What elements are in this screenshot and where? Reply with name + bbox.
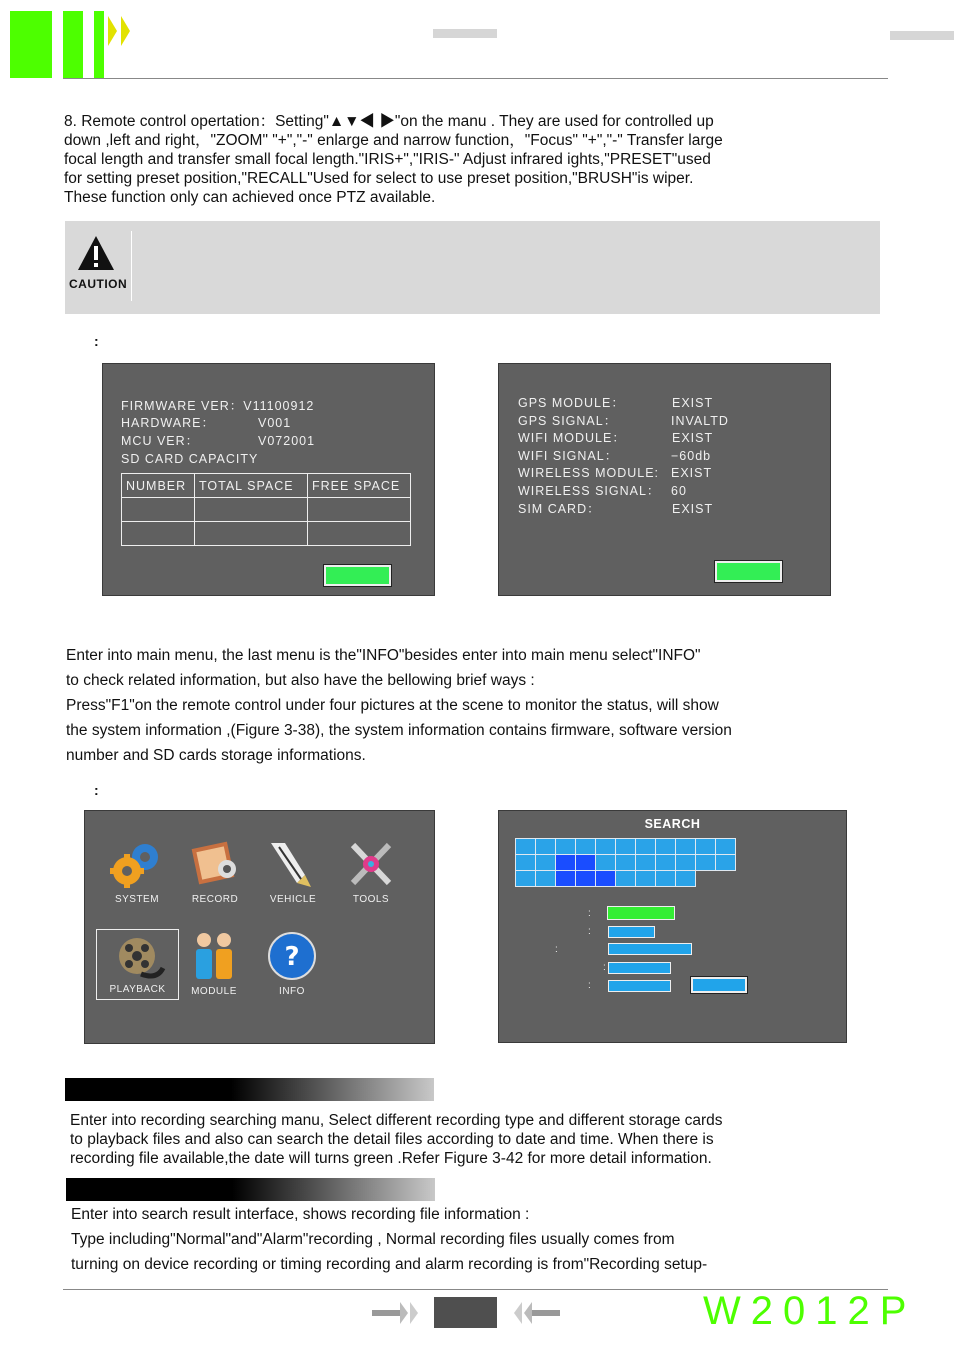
calendar-day[interactable] bbox=[536, 855, 556, 871]
calendar-day[interactable] bbox=[556, 855, 576, 871]
tools-icon bbox=[339, 839, 403, 889]
section-header-bar bbox=[65, 1078, 434, 1101]
calendar-day[interactable] bbox=[556, 839, 576, 855]
header-gray-tab-right bbox=[890, 31, 954, 40]
figure-caption-colon: : bbox=[94, 333, 99, 349]
calendar-day[interactable] bbox=[636, 855, 656, 871]
calendar-day[interactable] bbox=[716, 855, 736, 871]
sd-card-table bbox=[121, 473, 411, 546]
module-row: GPS MODULE： EXIST bbox=[518, 396, 714, 410]
page-number-box bbox=[434, 1297, 497, 1328]
gears-icon bbox=[105, 839, 169, 889]
info-ok-button[interactable] bbox=[324, 565, 391, 586]
calendar-day[interactable] bbox=[516, 855, 536, 871]
menu-item-label: PLAYBACK bbox=[109, 984, 166, 995]
info-panel bbox=[102, 363, 435, 596]
calendar-day[interactable] bbox=[656, 855, 676, 871]
calendar-day[interactable] bbox=[576, 871, 596, 887]
module-row: WIRELESS MODULE: EXIST bbox=[518, 466, 713, 481]
text-line: number and SD cards storage informations. bbox=[66, 747, 366, 764]
calendar-day[interactable] bbox=[536, 839, 556, 855]
table-header-row bbox=[122, 474, 411, 498]
field-colon: : bbox=[588, 908, 591, 919]
table-row bbox=[122, 498, 411, 522]
result-description-paragraph bbox=[71, 1202, 707, 1277]
calendar-day[interactable] bbox=[596, 839, 616, 855]
calendar-day[interactable] bbox=[636, 839, 656, 855]
hardware-label: HARDWARE： bbox=[121, 416, 215, 430]
figure-caption-colon: : bbox=[94, 782, 99, 798]
film-reel-icon bbox=[111, 934, 167, 982]
calendar-day[interactable] bbox=[516, 839, 536, 855]
menu-item-label: SYSTEM bbox=[114, 894, 160, 905]
text-line: turning on device recording or timing recording and alarm recording is from"Recording setup- bbox=[71, 1256, 708, 1273]
calendar-day[interactable] bbox=[596, 871, 616, 887]
sd-card-title: SD CARD CAPACITY bbox=[121, 452, 259, 466]
text-line: down ,left and right，"ZOOM" "+","-" enlarge and narrow function，"Focus" "+","-" Transfer large bbox=[64, 132, 723, 149]
text-line: Enter into search result interface, shows recording file information : bbox=[71, 1206, 530, 1223]
module-row: SIM CARD： EXIST bbox=[518, 501, 714, 516]
field-colon: : bbox=[603, 962, 606, 973]
col-free-space: FREE SPACE bbox=[308, 474, 411, 498]
remote-control-paragraph bbox=[64, 112, 723, 207]
next-page-icon[interactable] bbox=[510, 1300, 560, 1326]
field-colon: : bbox=[555, 944, 558, 955]
menu-item-label: TOOLS bbox=[352, 894, 390, 905]
header-green-bar-1 bbox=[10, 11, 52, 78]
text-line: the system information ,(Figure 3-38), the system information contains firmware, software version bbox=[66, 722, 732, 739]
module-row: WIFI SIGNAL： −60db bbox=[518, 448, 712, 463]
text-line: Enter into main menu, the last menu is the"INFO"besides enter into main menu select"INFO" bbox=[66, 647, 701, 664]
calendar-day[interactable] bbox=[576, 855, 596, 871]
module-row: WIFI MODULE： EXIST bbox=[518, 431, 714, 446]
text-line: recording file available,the date will turns green .Refer Figure 3-42 for more detail information. bbox=[70, 1150, 712, 1167]
menu-item-record[interactable] bbox=[183, 839, 247, 905]
module-status-list bbox=[518, 395, 729, 518]
header-gray-tab-center bbox=[433, 29, 497, 38]
calendar-day[interactable] bbox=[616, 839, 636, 855]
col-total-space: TOTAL SPACE bbox=[195, 474, 308, 498]
calendar-day[interactable] bbox=[636, 871, 656, 887]
search-button[interactable] bbox=[691, 977, 747, 993]
header-green-bar-2 bbox=[63, 11, 83, 78]
calendar-day[interactable] bbox=[576, 839, 596, 855]
search-title: SEARCH bbox=[644, 817, 701, 831]
footer-brand: W2012P bbox=[703, 1289, 917, 1333]
menu-item-tools[interactable] bbox=[339, 839, 403, 905]
search-panel bbox=[498, 810, 847, 1043]
svg-text:?: ? bbox=[284, 942, 300, 972]
text-line: to check related information, but also have the bellowing brief ways : bbox=[66, 672, 535, 689]
search-field-selected[interactable] bbox=[607, 906, 675, 920]
table-row bbox=[122, 522, 411, 546]
search-description-paragraph bbox=[70, 1111, 723, 1168]
calendar-day[interactable] bbox=[556, 871, 576, 887]
header-chevrons-icon bbox=[108, 16, 134, 50]
mcu-value: V072001 bbox=[258, 434, 316, 448]
calendar-day[interactable] bbox=[696, 855, 716, 871]
search-field[interactable] bbox=[608, 962, 671, 974]
menu-item-vehicle[interactable] bbox=[261, 839, 325, 905]
section-header-bar bbox=[66, 1178, 435, 1201]
menu-item-module[interactable] bbox=[182, 931, 246, 997]
search-field[interactable] bbox=[608, 943, 692, 955]
menu-item-playback[interactable] bbox=[96, 929, 179, 1000]
field-colon: : bbox=[588, 980, 591, 991]
module-ok-button[interactable] bbox=[715, 561, 782, 582]
menu-item-label: INFO bbox=[279, 986, 305, 997]
calendar-day[interactable] bbox=[616, 855, 636, 871]
main-menu-panel bbox=[84, 810, 435, 1044]
prev-page-icon[interactable] bbox=[372, 1300, 422, 1326]
calendar-day[interactable] bbox=[656, 871, 676, 887]
caution-label: CAUTION bbox=[69, 277, 128, 291]
header-green-bar-3 bbox=[94, 11, 104, 78]
text-line: Press"F1"on the remote control under four pictures at the scene to monitor the status, will show bbox=[66, 697, 719, 714]
film-record-icon bbox=[183, 839, 247, 889]
search-calendar-grid bbox=[515, 838, 736, 887]
text-line: for setting preset position,"RECALL"Used for select to use preset position,"BRUSH"is wiper. bbox=[64, 170, 694, 187]
module-row: GPS SIGNAL： INVALTD bbox=[518, 413, 729, 428]
text-line: Type including"Normal"and"Alarm"recording , Normal recording files usually comes from bbox=[71, 1231, 675, 1248]
menu-item-system[interactable] bbox=[105, 839, 169, 905]
people-icon bbox=[182, 931, 246, 981]
menu-item-label: VEHICLE bbox=[269, 894, 317, 905]
calendar-day[interactable] bbox=[676, 839, 696, 855]
caution-divider bbox=[131, 231, 132, 301]
menu-item-label: RECORD bbox=[191, 894, 239, 905]
firmware-version: FIRMWARE VER：V11100912 bbox=[121, 399, 315, 413]
field-colon: : bbox=[588, 926, 591, 937]
calendar-day[interactable] bbox=[676, 855, 696, 871]
module-panel bbox=[498, 363, 831, 596]
calendar-day[interactable] bbox=[656, 839, 676, 855]
calendar-day[interactable] bbox=[616, 871, 636, 887]
text-line: focal length and transfer small focal length."IRIS+","IRIS-" Adjust infrared ights,"PRESET"used bbox=[64, 151, 711, 168]
search-field[interactable] bbox=[608, 980, 671, 992]
pen-nib-icon bbox=[261, 839, 325, 889]
text-line: to playback files and also can search the detail files according to date and time. When there is bbox=[70, 1131, 714, 1148]
mcu-label: MCU VER： bbox=[121, 434, 200, 448]
menu-item-info[interactable] bbox=[260, 931, 324, 997]
calendar-day[interactable] bbox=[536, 871, 556, 887]
info-description-paragraph bbox=[66, 643, 732, 768]
caution-box bbox=[65, 221, 880, 314]
calendar-day[interactable] bbox=[716, 839, 736, 855]
col-number: NUMBER bbox=[122, 474, 195, 498]
caution-triangle-icon bbox=[77, 235, 115, 271]
hardware-value: V001 bbox=[258, 416, 292, 430]
help-icon bbox=[260, 931, 324, 981]
module-row: WIRELESS SIGNAL： 60 bbox=[518, 483, 687, 498]
calendar-day[interactable] bbox=[516, 871, 536, 887]
menu-item-label: MODULE bbox=[191, 986, 237, 997]
search-field[interactable] bbox=[608, 926, 655, 938]
text-line: 8. Remote control opertation：Setting"▲▼◀ ▶"on the manu . They are used for controlled up bbox=[64, 113, 714, 130]
calendar-day[interactable] bbox=[596, 855, 616, 871]
header-rule bbox=[63, 78, 888, 79]
calendar-day[interactable] bbox=[676, 871, 696, 887]
text-line: These function only can achieved once PTZ available. bbox=[64, 189, 436, 206]
calendar-day[interactable] bbox=[696, 839, 716, 855]
text-line: Enter into recording searching manu, Select different recording type and different storage cards bbox=[70, 1112, 723, 1129]
